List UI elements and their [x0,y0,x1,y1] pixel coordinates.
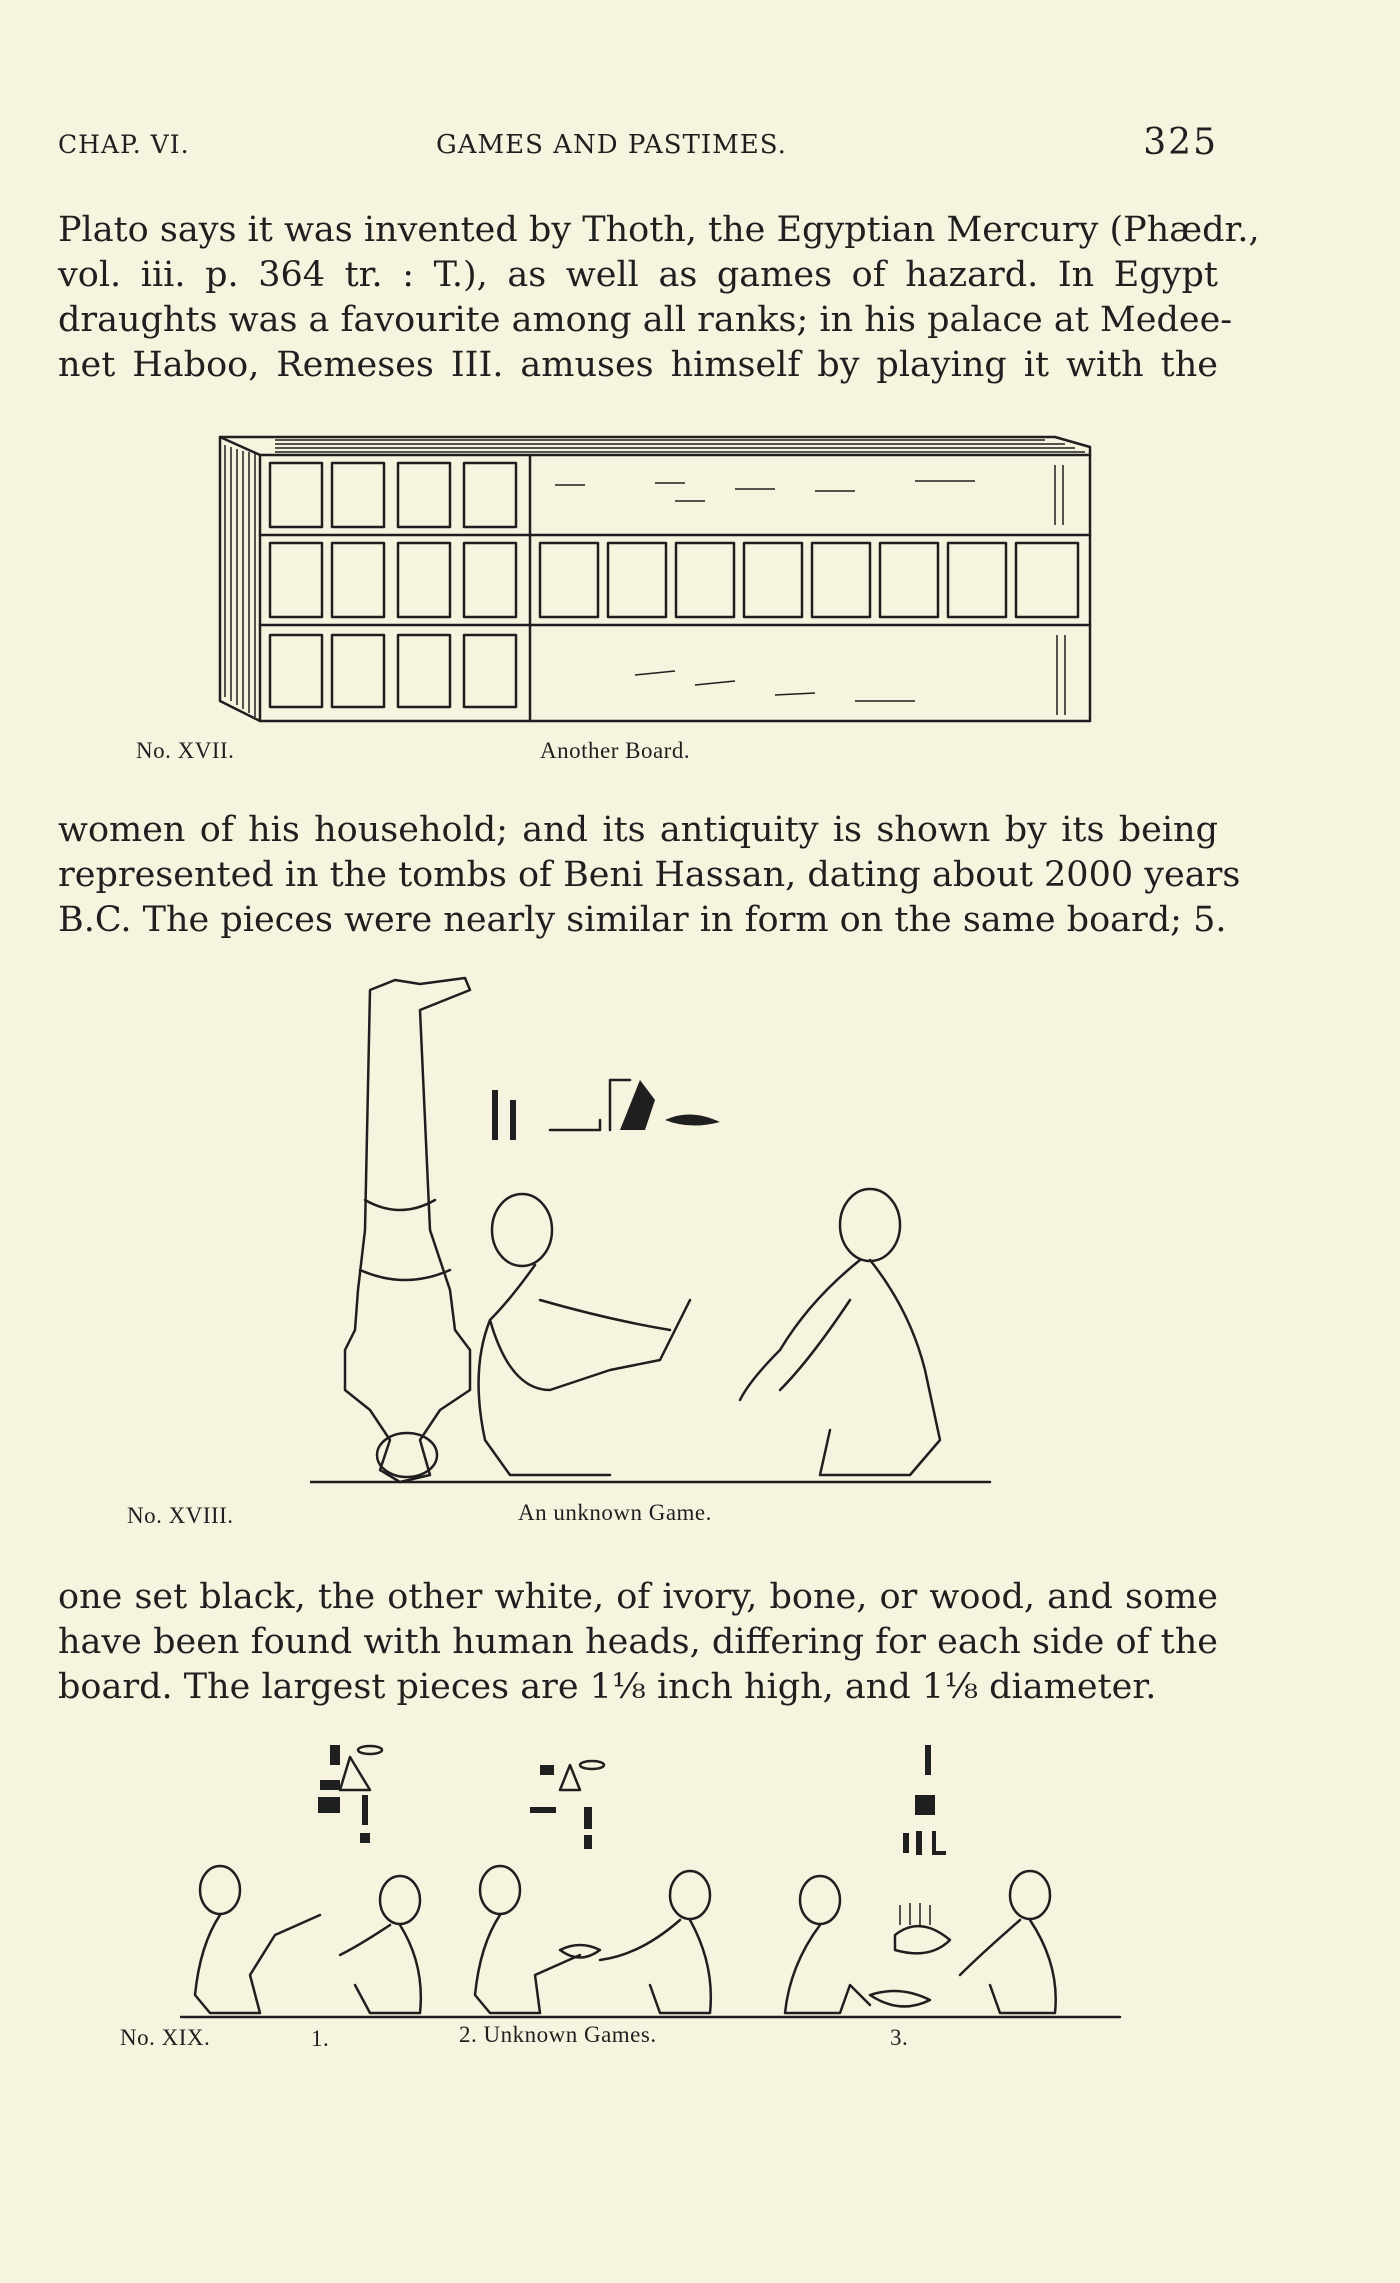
text-line: one set black, the other white, of ivory, bone, or wood, and some [58,1577,1218,1617]
text-line: B.C. The pieces were nearly similar in form on the same board; 5. [58,900,1227,940]
paragraph-3 [58,1575,1218,1710]
text-line: women of his household; and its antiquity is shown by its being [58,810,1218,850]
figure-18-caption: An unknown Game. [518,1500,712,1525]
figure-19-label-1: 1. [311,2026,330,2051]
running-title: GAMES AND PASTIMES. [436,130,787,160]
figure-17-number: No. XVII. [136,738,235,763]
text-line: have been found with human heads, differing for each side of the [58,1622,1218,1662]
figure-18-number: No. XVIII. [127,1503,234,1528]
unknown-game-illustration [310,970,1000,1490]
text-line: board. The largest pieces are 1⅛ inch high, and 1⅛ diameter. [58,1667,1157,1707]
text-line: draughts was a favourite among all ranks; in his palace at Medee- [58,300,1233,340]
text-line: represented in the tombs of Beni Hassan, dating about 2000 years [58,855,1241,895]
paragraph-2 [58,808,1241,943]
three-games-illustration [180,1735,1130,2025]
figure-19-label-3: 3. [890,2025,909,2050]
figure-17-caption: Another Board. [540,738,691,763]
text-line: net Haboo, Remeses III. amuses himself by playing it with the [58,345,1218,385]
figure-19-label-2: 2. Unknown Games. [459,2022,657,2047]
text-line: Plato says it was invented by Thoth, the Egyptian Mercury (Phædr., [58,210,1260,250]
game-board-illustration [215,425,1095,725]
paragraph-1 [58,208,1260,388]
running-head [58,122,1218,166]
text-line: vol. iii. p. 364 tr. : T.), as well as games of hazard. In Egypt [58,255,1218,295]
figure-19-number: No. XIX. [120,2025,211,2050]
page-number: 325 [1143,122,1218,163]
chapter-label: CHAP. VI. [58,130,190,159]
